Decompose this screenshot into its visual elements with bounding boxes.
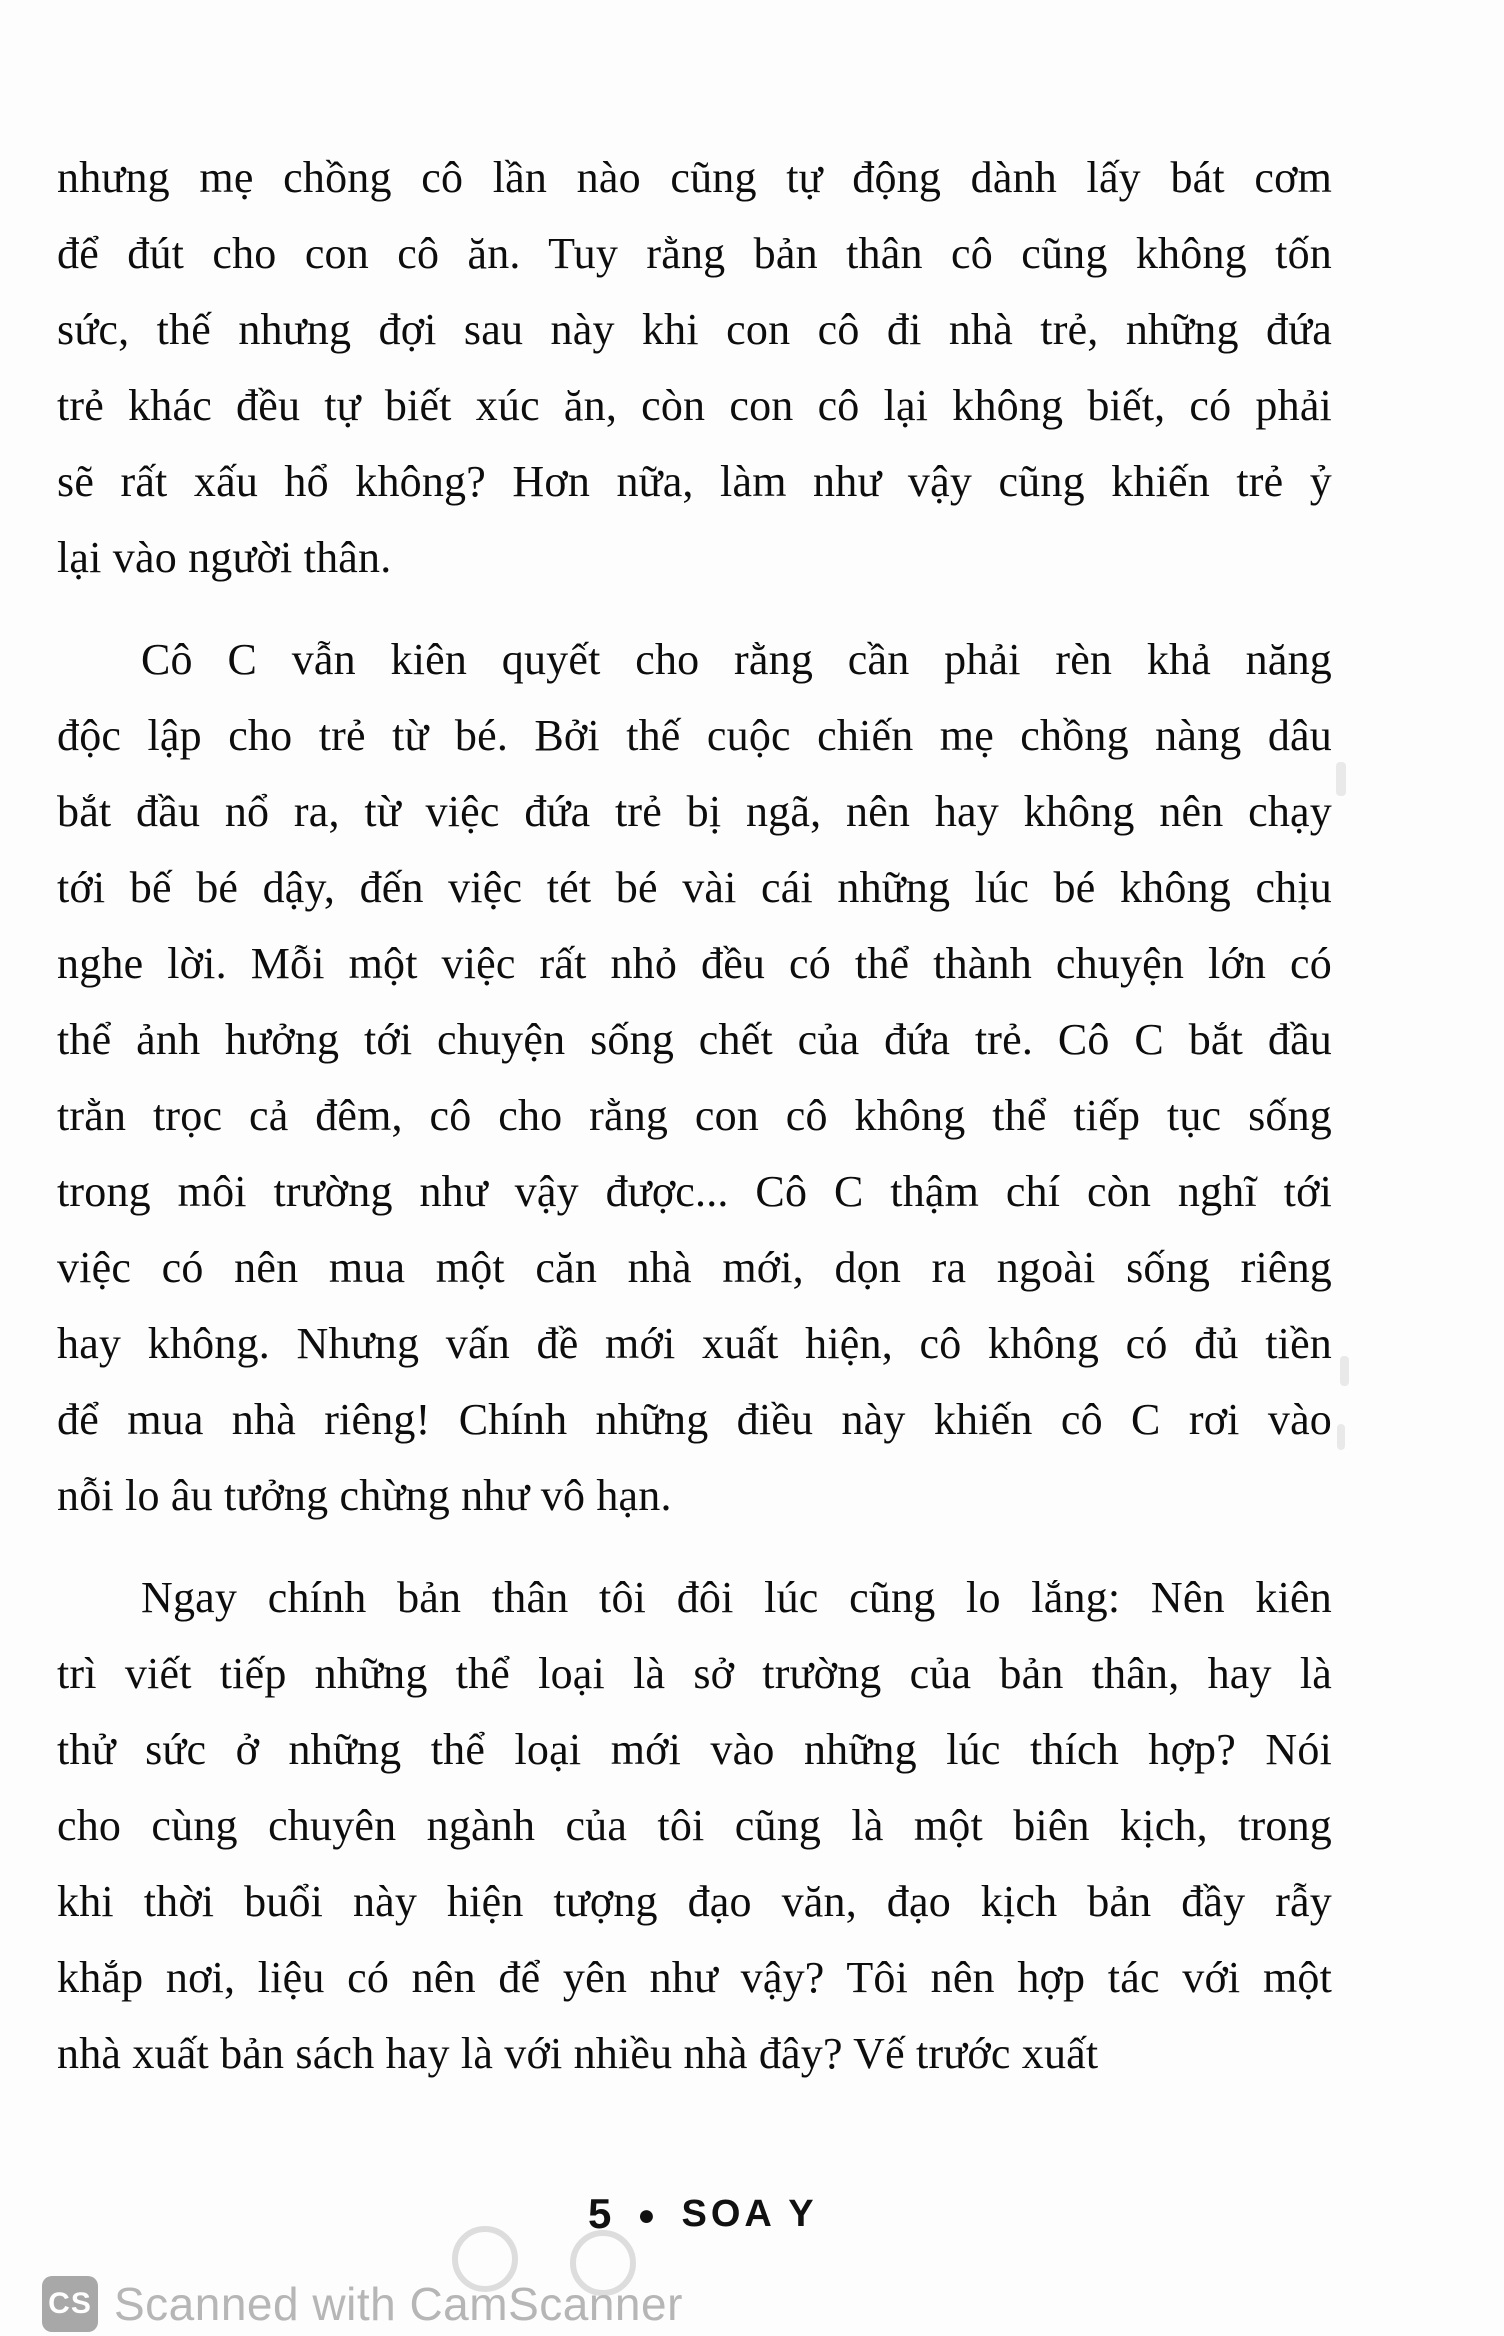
text-line: Ngay chính bản thân tôi đôi lúc cũng lo lắng: Nên kiên <box>141 1573 1332 1622</box>
camscanner-logo: CS <box>42 2276 98 2332</box>
text-line: nhà xuất bản sách hay là với nhiều nhà đây? Vế trước xuất <box>57 2029 1099 2078</box>
scan-artifact-mark <box>1337 1424 1345 1450</box>
text-line: bắt đầu nổ ra, từ việc đứa trẻ bị ngã, nên hay không nên chạy <box>57 787 1332 836</box>
scan-artifact-mark <box>1336 762 1346 796</box>
text-line: cho cùng chuyên ngành của tôi cũng là một biên kịch, trong <box>57 1801 1332 1850</box>
footer-book-title: SOA Y <box>681 2192 818 2235</box>
page-text <box>57 140 1332 2092</box>
camscanner-label: Scanned with CamScanner <box>114 2278 683 2330</box>
text-line: độc lập cho trẻ từ bé. Bởi thế cuộc chiến mẹ chồng nàng dâu <box>57 711 1332 760</box>
page-number: 5 <box>588 2190 612 2237</box>
text-line: nghe lời. Mỗi một việc rất nhỏ đều có thể thành chuyện lớn có <box>57 939 1332 988</box>
text-line: để đút cho con cô ăn. Tuy rằng bản thân cô cũng không tốn <box>57 229 1332 278</box>
text-line: sẽ rất xấu hổ không? Hơn nữa, làm như vậy cũng khiến trẻ ỷ <box>57 457 1332 506</box>
text-line: khi thời buổi này hiện tượng đạo văn, đạo kịch bản đầy rẫy <box>57 1877 1332 1926</box>
paragraph <box>57 622 1332 1534</box>
page-footer <box>588 2190 818 2238</box>
text-line: tới bế bé dậy, đến việc tét bé vài cái những lúc bé không chịu <box>57 863 1332 912</box>
footer-dot-icon: ● <box>637 2199 656 2232</box>
text-line: trong môi trường như vậy được... Cô C thậm chí còn nghĩ tới <box>57 1167 1332 1216</box>
text-line: trằn trọc cả đêm, cô cho rằng con cô không thể tiếp tục sống <box>57 1091 1332 1140</box>
text-line: sức, thế nhưng đợi sau này khi con cô đi nhà trẻ, những đứa <box>57 305 1332 354</box>
text-line: thử sức ở những thể loại mới vào những lúc thích hợp? Nói <box>57 1725 1332 1774</box>
text-line: trì viết tiếp những thể loại là sở trường của bản thân, hay là <box>57 1649 1332 1698</box>
text-line: việc có nên mua một căn nhà mới, dọn ra ngoài sống riêng <box>57 1243 1332 1292</box>
text-line: thể ảnh hưởng tới chuyện sống chết của đứa trẻ. Cô C bắt đầu <box>57 1015 1332 1064</box>
text-line: Cô C vẫn kiên quyết cho rằng cần phải rèn khả năng <box>141 635 1332 684</box>
text-line: để mua nhà riêng! Chính những điều này khiến cô C rơi vào <box>57 1395 1332 1444</box>
paragraph <box>57 140 1332 596</box>
text-line: hay không. Nhưng vấn đề mới xuất hiện, cô không có đủ tiền <box>57 1319 1332 1368</box>
text-line: nhưng mẹ chồng cô lần nào cũng tự động dành lấy bát cơm <box>57 153 1332 202</box>
scan-artifact-mark <box>1340 1356 1349 1386</box>
paragraph <box>57 1560 1332 2092</box>
camscanner-watermark <box>42 2276 683 2332</box>
text-line: trẻ khác đều tự biết xúc ăn, còn con cô lại không biết, có phải <box>57 381 1332 430</box>
text-line: khắp nơi, liệu có nên để yên như vậy? Tôi nên hợp tác với một <box>57 1953 1332 2002</box>
text-line: nỗi lo âu tưởng chừng như vô hạn. <box>57 1471 672 1520</box>
text-line: lại vào người thân. <box>57 533 392 582</box>
